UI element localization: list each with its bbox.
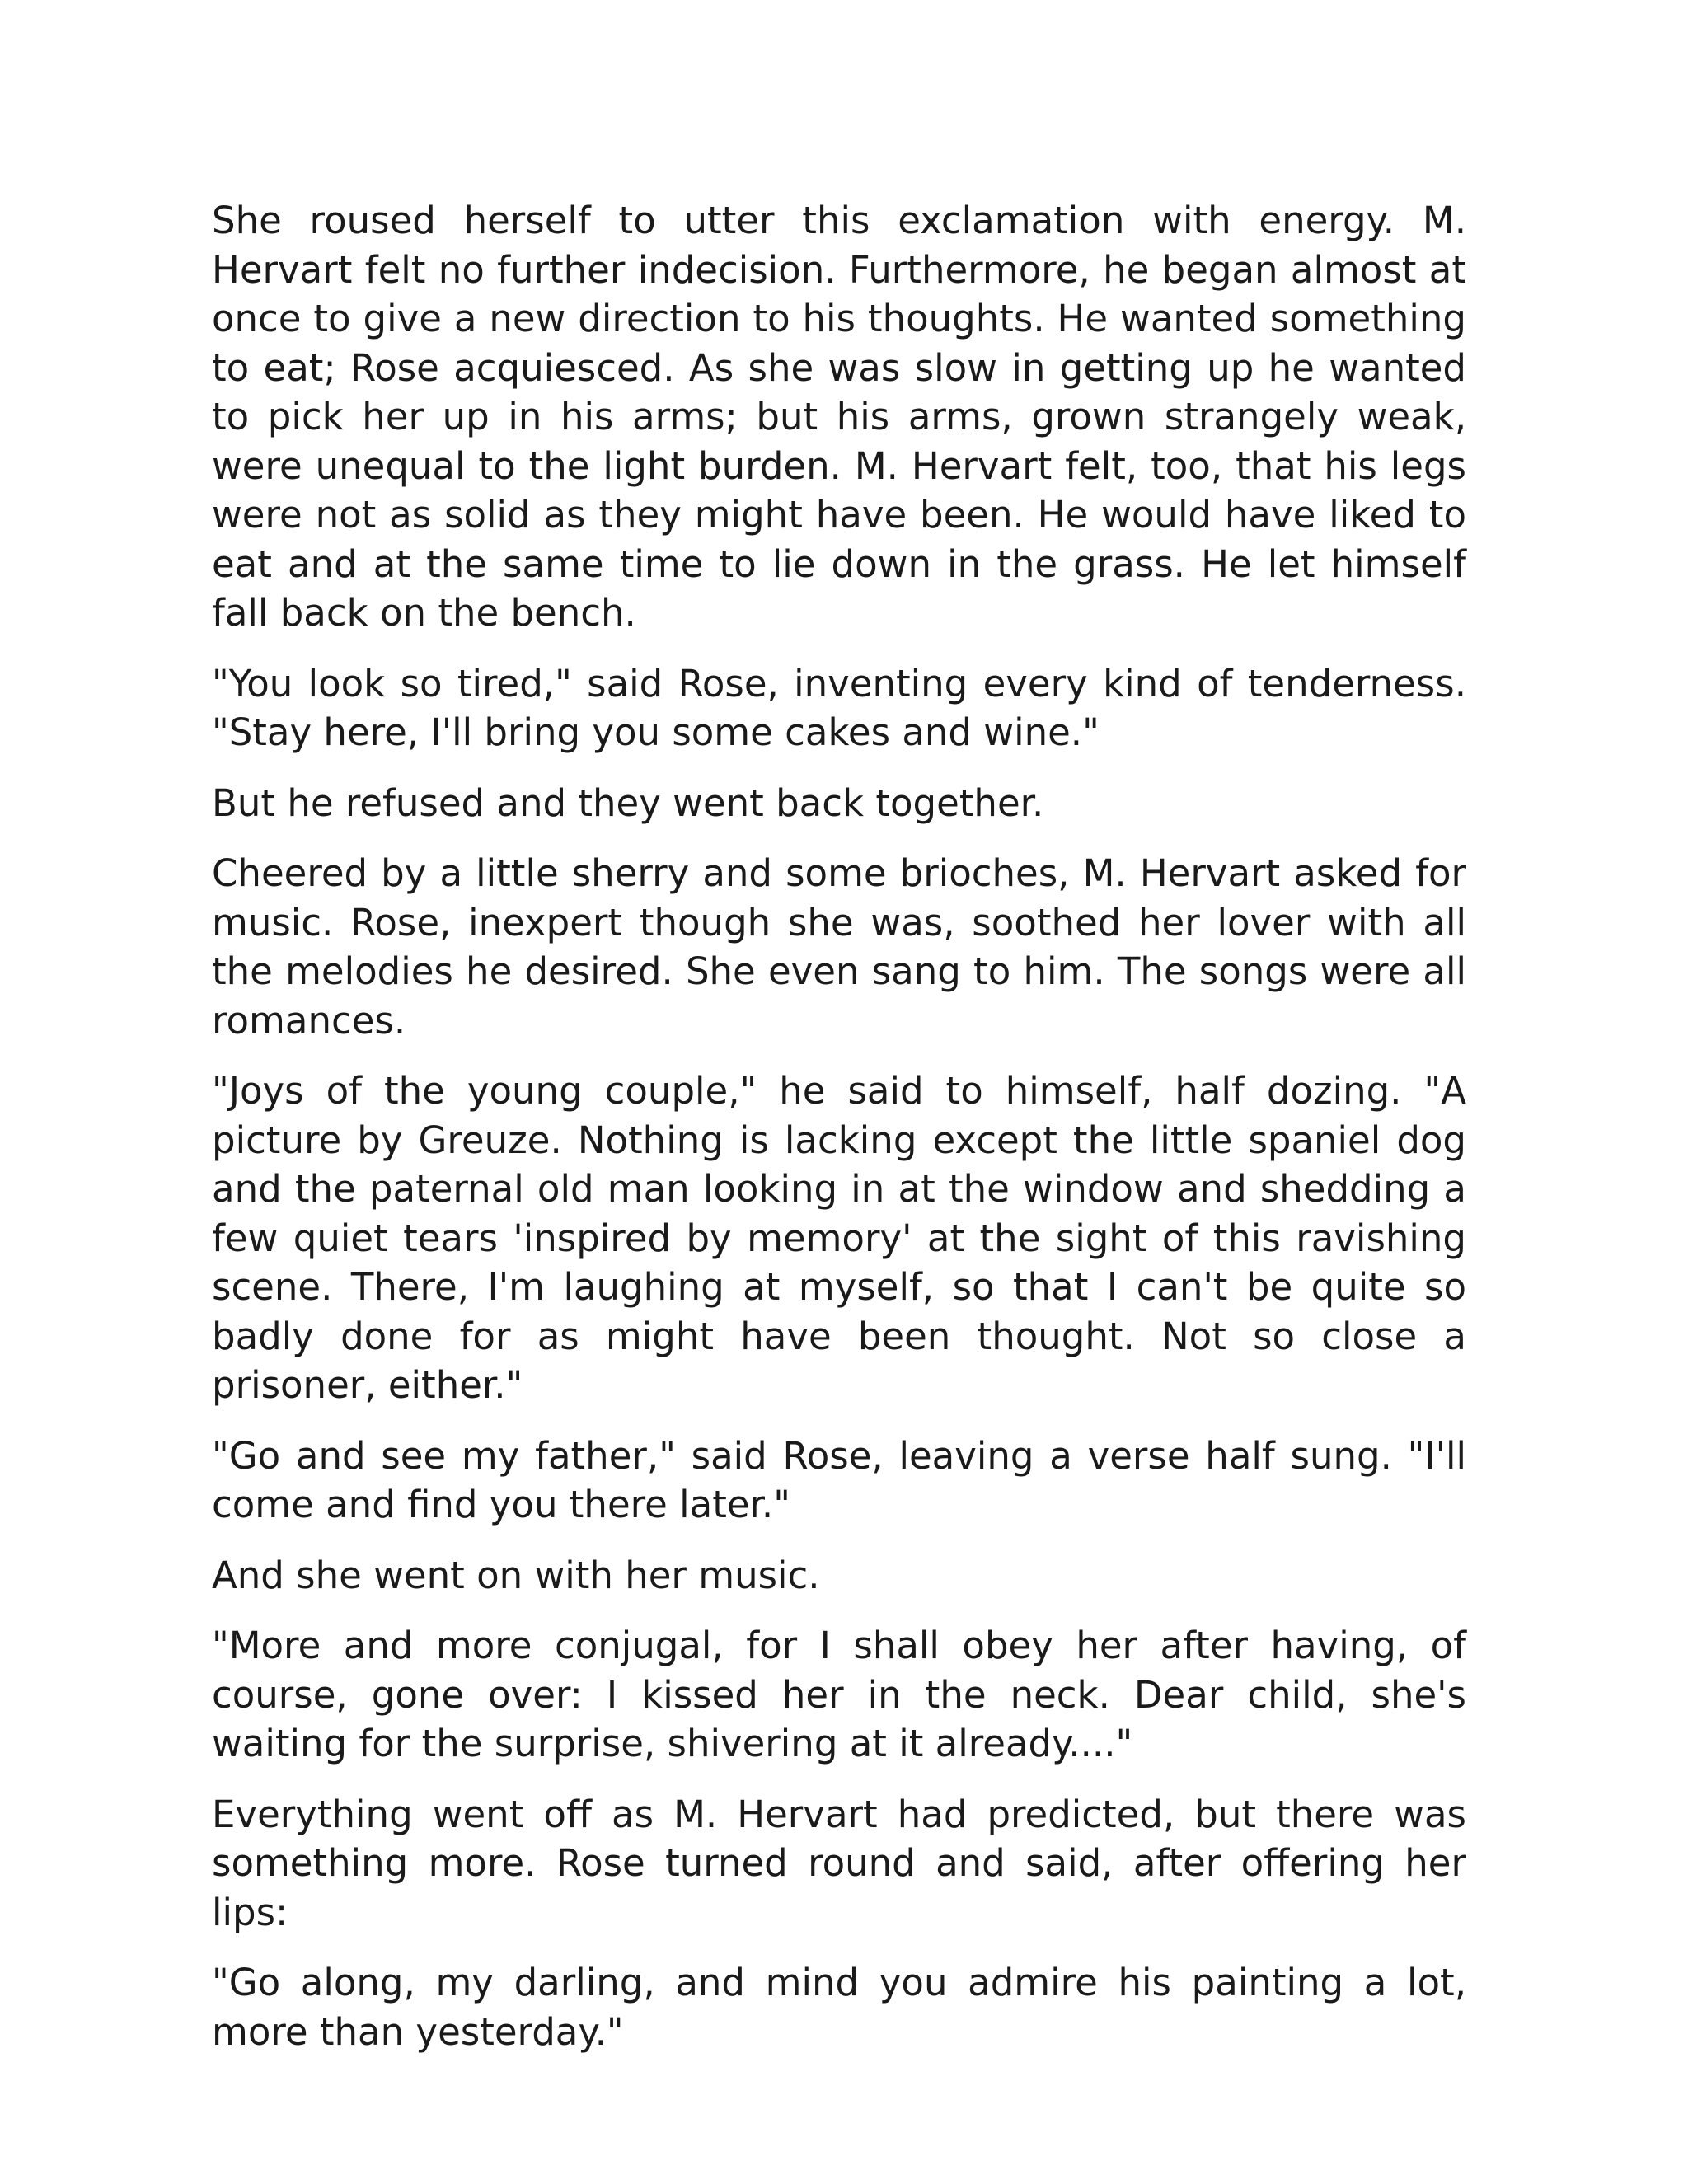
paragraph-8: "More and more conjugal, for I shall obey her after having, of course, gone over: I kissed her in the neck. Dear child, she's waiting for the surprise, shivering at it already...." — [212, 1624, 1466, 1765]
paragraph-4: Cheered by a little sherry and some brioches, M. Hervart asked for music. Rose, inexpert though she was, soothed her lover with all the melodies he desired. She even sang to him. The songs were all romances. — [212, 851, 1466, 1043]
body-text — [212, 196, 1466, 2078]
paragraph-6: "Go and see my father," said Rose, leaving a verse half sung. "I'll come and find you there later." — [212, 1433, 1466, 1526]
paragraph-3: But he refused and they went back together. — [212, 780, 1044, 825]
paragraph-9: Everything went off as M. Hervart had predicted, but there was something more. Rose turned round and said, after offering her lips: — [212, 1792, 1466, 1934]
paragraph-2: "You look so tired," said Rose, inventing every kind of tenderness. "Stay here, I'll bring you some cakes and wine." — [212, 661, 1466, 754]
paragraph-7: And she went on with her music. — [212, 1553, 820, 1597]
paragraph-5: "Joys of the young couple," he said to himself, half dozing. "A picture by Greuze. Nothing is lacking except the little spaniel dog and the paternal old man looking in at the window and shedding a few quiet tears 'inspired by memory' at the sight of this ravishing scene. There, I'm laughing at myself, so that I can't be quite so badly done for as might have been thought. Not so close a prisoner, either." — [212, 1069, 1466, 1407]
paragraph-1: She roused herself to utter this exclamation with energy. M. Hervart felt no further indecision. Furthermore, he began almost at once to give a new direction to his thoughts. He wanted something to eat; Rose acquiesced. As she was slow in getting up he wanted to pick her up in his arms; but his arms, grown strangely weak, were unequal to the light burden. M. Hervart felt, too, that his legs were not as solid as they might have been. He would have liked to eat and at the same time to lie down in the grass. He let himself fall back on the bench. — [212, 199, 1466, 635]
paragraph-10: "Go along, my darling, and mind you admire his painting a lot, more than yesterday." — [212, 1961, 1466, 2054]
